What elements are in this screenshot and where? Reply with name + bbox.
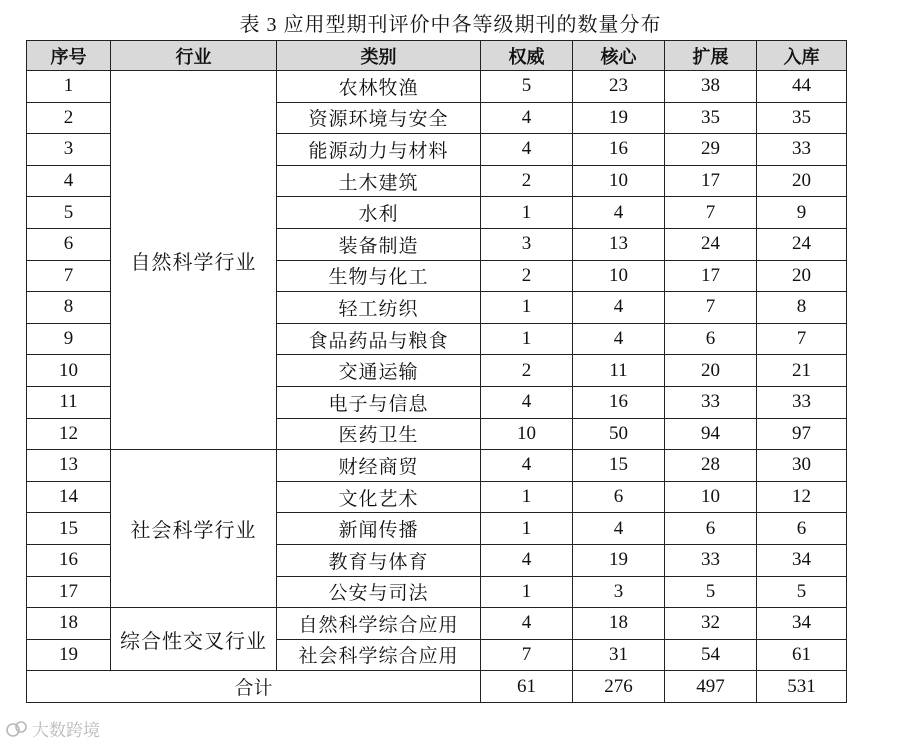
table-row — [27, 608, 847, 640]
row-number: 6 — [27, 228, 111, 260]
extended-count: 5 — [665, 576, 757, 608]
authority-count: 4 — [481, 386, 573, 418]
category-cell: 文化艺术 — [277, 481, 481, 513]
authority-count: 3 — [481, 228, 573, 260]
included-count: 20 — [757, 165, 847, 197]
total-authority: 61 — [481, 671, 573, 703]
extended-count: 6 — [665, 513, 757, 545]
included-count: 30 — [757, 450, 847, 482]
row-number: 16 — [27, 544, 111, 576]
core-count: 11 — [573, 355, 665, 387]
row-number: 1 — [27, 71, 111, 103]
extended-count: 10 — [665, 481, 757, 513]
core-count: 10 — [573, 260, 665, 292]
extended-count: 24 — [665, 228, 757, 260]
extended-count: 29 — [665, 134, 757, 166]
core-count: 13 — [573, 228, 665, 260]
row-number: 7 — [27, 260, 111, 292]
extended-count: 33 — [665, 544, 757, 576]
authority-count: 7 — [481, 639, 573, 671]
category-cell: 轻工纺织 — [277, 292, 481, 324]
authority-count: 4 — [481, 134, 573, 166]
total-core: 276 — [573, 671, 665, 703]
extended-count: 33 — [665, 386, 757, 418]
category-cell: 能源动力与材料 — [277, 134, 481, 166]
category-cell: 电子与信息 — [277, 386, 481, 418]
included-count: 24 — [757, 228, 847, 260]
total-label: 合计 — [27, 671, 481, 703]
included-count: 9 — [757, 197, 847, 229]
table-caption: 表 3 应用型期刊评价中各等级期刊的数量分布 — [239, 14, 662, 36]
included-count: 12 — [757, 481, 847, 513]
header-extended: 扩展 — [665, 41, 757, 71]
core-count: 50 — [573, 418, 665, 450]
authority-count: 2 — [481, 260, 573, 292]
included-count: 7 — [757, 323, 847, 355]
extended-count: 17 — [665, 260, 757, 292]
core-count: 15 — [573, 450, 665, 482]
total-included: 531 — [757, 671, 847, 703]
core-count: 4 — [573, 513, 665, 545]
total-extended: 497 — [665, 671, 757, 703]
row-number: 19 — [27, 639, 111, 671]
category-cell: 交通运输 — [277, 355, 481, 387]
category-cell: 水利 — [277, 197, 481, 229]
journal-distribution-table — [26, 40, 847, 703]
extended-count: 35 — [665, 102, 757, 134]
authority-count: 4 — [481, 102, 573, 134]
row-number: 12 — [27, 418, 111, 450]
header-authority: 权威 — [481, 41, 573, 71]
authority-count: 10 — [481, 418, 573, 450]
table-body — [27, 71, 847, 671]
core-count: 4 — [573, 197, 665, 229]
extended-count: 20 — [665, 355, 757, 387]
category-cell: 土木建筑 — [277, 165, 481, 197]
authority-count: 1 — [481, 323, 573, 355]
logo-icon — [6, 720, 28, 738]
table-row — [27, 71, 847, 103]
included-count: 5 — [757, 576, 847, 608]
extended-count: 7 — [665, 292, 757, 324]
included-count: 35 — [757, 102, 847, 134]
authority-count: 2 — [481, 355, 573, 387]
category-cell: 生物与化工 — [277, 260, 481, 292]
included-count: 44 — [757, 71, 847, 103]
category-cell: 农林牧渔 — [277, 71, 481, 103]
core-count: 16 — [573, 134, 665, 166]
row-number: 4 — [27, 165, 111, 197]
core-count: 10 — [573, 165, 665, 197]
category-cell: 装备制造 — [277, 228, 481, 260]
row-number: 18 — [27, 608, 111, 640]
core-count: 16 — [573, 386, 665, 418]
row-number: 5 — [27, 197, 111, 229]
row-number: 10 — [27, 355, 111, 387]
authority-count: 5 — [481, 71, 573, 103]
authority-count: 1 — [481, 197, 573, 229]
industry-cell: 社会科学行业 — [111, 450, 277, 608]
row-number: 8 — [27, 292, 111, 324]
included-count: 34 — [757, 544, 847, 576]
header-core: 核心 — [573, 41, 665, 71]
included-count: 97 — [757, 418, 847, 450]
watermark-text: 大数跨境 — [32, 721, 100, 741]
included-count: 21 — [757, 355, 847, 387]
extended-count: 32 — [665, 608, 757, 640]
row-number: 11 — [27, 386, 111, 418]
core-count: 6 — [573, 481, 665, 513]
extended-count: 54 — [665, 639, 757, 671]
authority-count: 4 — [481, 450, 573, 482]
row-number: 9 — [27, 323, 111, 355]
core-count: 23 — [573, 71, 665, 103]
authority-count: 1 — [481, 513, 573, 545]
category-cell: 教育与体育 — [277, 544, 481, 576]
row-number: 2 — [27, 102, 111, 134]
included-count: 34 — [757, 608, 847, 640]
core-count: 4 — [573, 323, 665, 355]
included-count: 33 — [757, 386, 847, 418]
category-cell: 食品药品与粮食 — [277, 323, 481, 355]
included-count: 8 — [757, 292, 847, 324]
authority-count: 4 — [481, 608, 573, 640]
header-industry: 行业 — [111, 41, 277, 71]
authority-count: 1 — [481, 576, 573, 608]
category-cell: 社会科学综合应用 — [277, 639, 481, 671]
watermark — [6, 716, 100, 741]
category-cell: 公安与司法 — [277, 576, 481, 608]
category-cell: 医药卫生 — [277, 418, 481, 450]
extended-count: 38 — [665, 71, 757, 103]
included-count: 6 — [757, 513, 847, 545]
industry-cell: 综合性交叉行业 — [111, 608, 277, 671]
authority-count: 1 — [481, 481, 573, 513]
extended-count: 17 — [665, 165, 757, 197]
extended-count: 6 — [665, 323, 757, 355]
core-count: 3 — [573, 576, 665, 608]
row-number: 3 — [27, 134, 111, 166]
total-row — [27, 671, 847, 703]
included-count: 20 — [757, 260, 847, 292]
core-count: 19 — [573, 544, 665, 576]
extended-count: 7 — [665, 197, 757, 229]
header-included: 入库 — [757, 41, 847, 71]
header-category: 类别 — [277, 41, 481, 71]
extended-count: 94 — [665, 418, 757, 450]
table-row — [27, 450, 847, 482]
row-number: 17 — [27, 576, 111, 608]
core-count: 4 — [573, 292, 665, 324]
row-number: 15 — [27, 513, 111, 545]
extended-count: 28 — [665, 450, 757, 482]
row-number: 14 — [27, 481, 111, 513]
authority-count: 4 — [481, 544, 573, 576]
authority-count: 2 — [481, 165, 573, 197]
industry-cell: 自然科学行业 — [111, 71, 277, 450]
category-cell: 新闻传播 — [277, 513, 481, 545]
row-number: 13 — [27, 450, 111, 482]
core-count: 19 — [573, 102, 665, 134]
category-cell: 资源环境与安全 — [277, 102, 481, 134]
authority-count: 1 — [481, 292, 573, 324]
included-count: 61 — [757, 639, 847, 671]
included-count: 33 — [757, 134, 847, 166]
header-no: 序号 — [27, 41, 111, 71]
core-count: 31 — [573, 639, 665, 671]
header-row — [27, 41, 847, 71]
core-count: 18 — [573, 608, 665, 640]
category-cell: 自然科学综合应用 — [277, 608, 481, 640]
category-cell: 财经商贸 — [277, 450, 481, 482]
